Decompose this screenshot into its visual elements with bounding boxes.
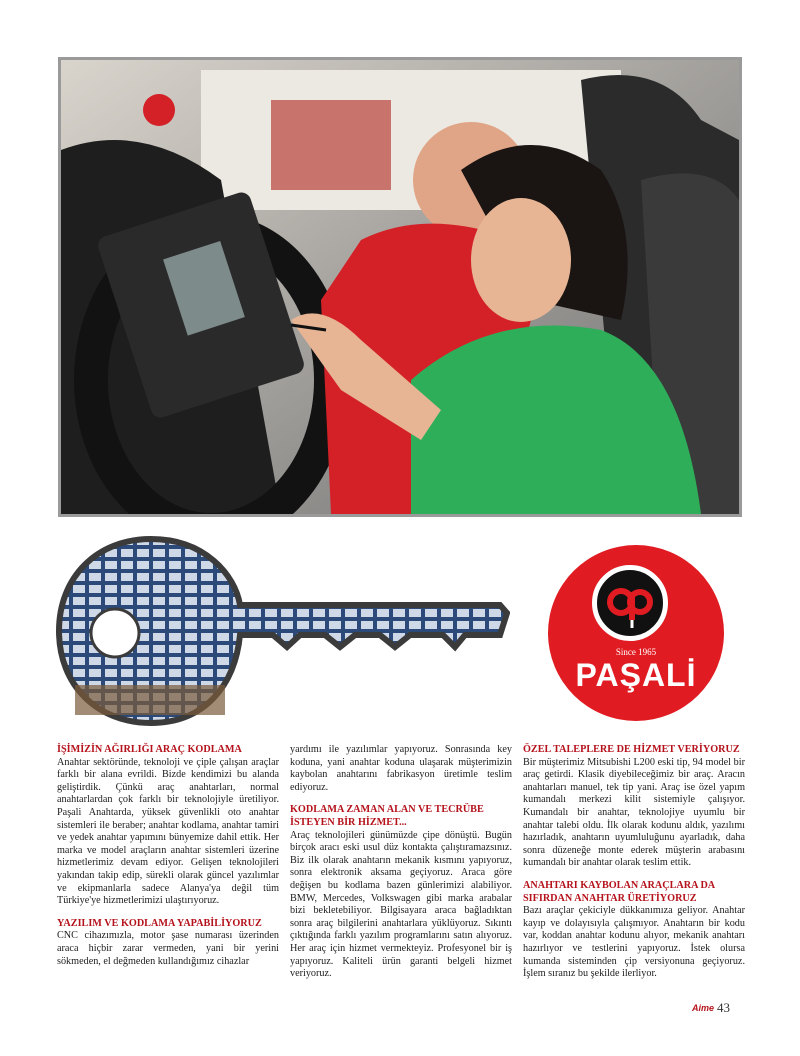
article-column-2: [290, 744, 512, 981]
paragraph: Anahtar sektöründe, teknoloji ve çiple çalışan araçlar farklı bir alana evrildi. Bizde kendimizi bu alanda geliştirdik. Çünkü araç anahtarları, normal anahtarlardan çok farklı bir teknolojiyle üretiliyor. Paşali Anahtarda, yüksek güvenlikli oto anahtar sistemleri ile beraber; anahtar kodlama, anahtar tamiri ve yedek anahtar yapımını bünyemize dahil ettik. Her marka ve model araçların anahtar sistemleri üzerine hizmetlerimiz devam ediyor. Gelişen teknolojileri yakından takip edip, sürekli olarak güncel yazılımlar ve ekipmanlarla sadece Alanya'ya değil tüm Türkiye'ye hizmetlerimizi ulaştırıyoruz.: [57, 756, 279, 907]
ap-monogram-icon: [597, 570, 663, 636]
page-number: 43: [717, 1000, 731, 1015]
page-footer: [692, 1000, 730, 1016]
section-heading: YAZILIM VE KODLAMA YAPABİLİYORUZ: [57, 917, 262, 929]
logo-since: Since 1965: [615, 647, 657, 657]
section-heading: KODLAMA ZAMAN ALAN VE TECRÜBE İSTEYEN BİR HİZMET...: [290, 804, 484, 828]
car-key-programming-photo: [61, 60, 739, 514]
paragraph: Bazı araçlar çekiciyle dükkanımıza geliyor. Anahtar kayıp ve dolayısıyla çalışmıyor. Anahtarın bir kodu var, koddan anahtar kodunu alıyor, mekanik anahtarı hazırlıyor ve testlerini yapıyoruz. İstek olursa kumanda sisteminden çip versiyonuna geçiyoruz. İşlem sıranız bu şekilde ilerliyor.: [523, 905, 745, 980]
magazine-brand: Aime: [692, 1003, 715, 1013]
pasali-logo: [548, 545, 724, 721]
article-column-3: [523, 744, 745, 981]
paragraph: Araç teknolojileri günümüzde çipe dönüştü. Bugün birçok aracı eski usul düz kontakta çalıştıramazsınız. Biz ilk olarak anahtarın mekanik kısmını yapıyoruz, sonra elektronik aksama geçiyoruz. Araca göre değişen bu kodlama bazen günlerimizi alabiliyor. BMW, Mercedes, Volkswagen gibi marka arabalar bizi bekletebiliyor. Bilgisayara araca bağladıktan sonra araç bilgilerini anahtarlara yüklüyoruz. Sıkıntı çıktığında farklı yazılım programlarını satın alıyoruz. Her araç için hizmet vermekteyiz. Profesyonel bir iş yapıyoruz. Kaliteli ürün garanti belgeli hizmet veriyoruz.: [290, 829, 512, 980]
paragraph: CNC cihazımızla, motor şase numarası üzerinden araca hiçbir zarar vermeden, yani bir yerini sökmeden, el değmeden kullandığımız cihazlar: [57, 930, 279, 967]
logo-name: PAŞALİ: [575, 657, 697, 693]
paragraph: yardımı ile yazılımlar yapıyoruz. Sonrasında key koduna, yani anahtar koduna ulaşarak müşterimizin kaybolan anahtarını fabrikasyon üretimle teslim ediyoruz.: [290, 744, 512, 793]
section-heading: ANAHTARI KAYBOLAN ARAÇLARA DA SIFIRDAN ANAHTAR ÜRETİYORUZ: [523, 879, 715, 904]
key-shape-image: [55, 535, 510, 727]
article-column-1: [57, 744, 279, 968]
section-heading: ÖZEL TALEPLERE DE HİZMET VERİYORUZ: [523, 744, 740, 755]
logo-emblem: [592, 565, 668, 641]
section-heading: İŞİMİZİN AĞIRLIĞI ARAÇ KODLAMA: [57, 744, 242, 755]
hero-photo: [58, 57, 742, 517]
paragraph: Bir müşterimiz Mitsubishi L200 eski tip, 94 model bir araç getirdi. Klasik diyebileceğimiz bir araç. Aracın anahtarları manuel, tek tip yani. Araç ise özel yapım kumandalı merkezi kilit sistemiyle çalışıyor. Kumandalı bir anahtar, teknolojiye uyumlu bir anahtar talebi oldu. İlk olarak kodunu aldık, yazılımı hazırladık, anahtarın uyumluluğunu ayarladık, daha sonra düzeneğe monte ederek müşterin arabasını kumandalı bir anahtar olarak teslim ettik.: [523, 756, 745, 869]
